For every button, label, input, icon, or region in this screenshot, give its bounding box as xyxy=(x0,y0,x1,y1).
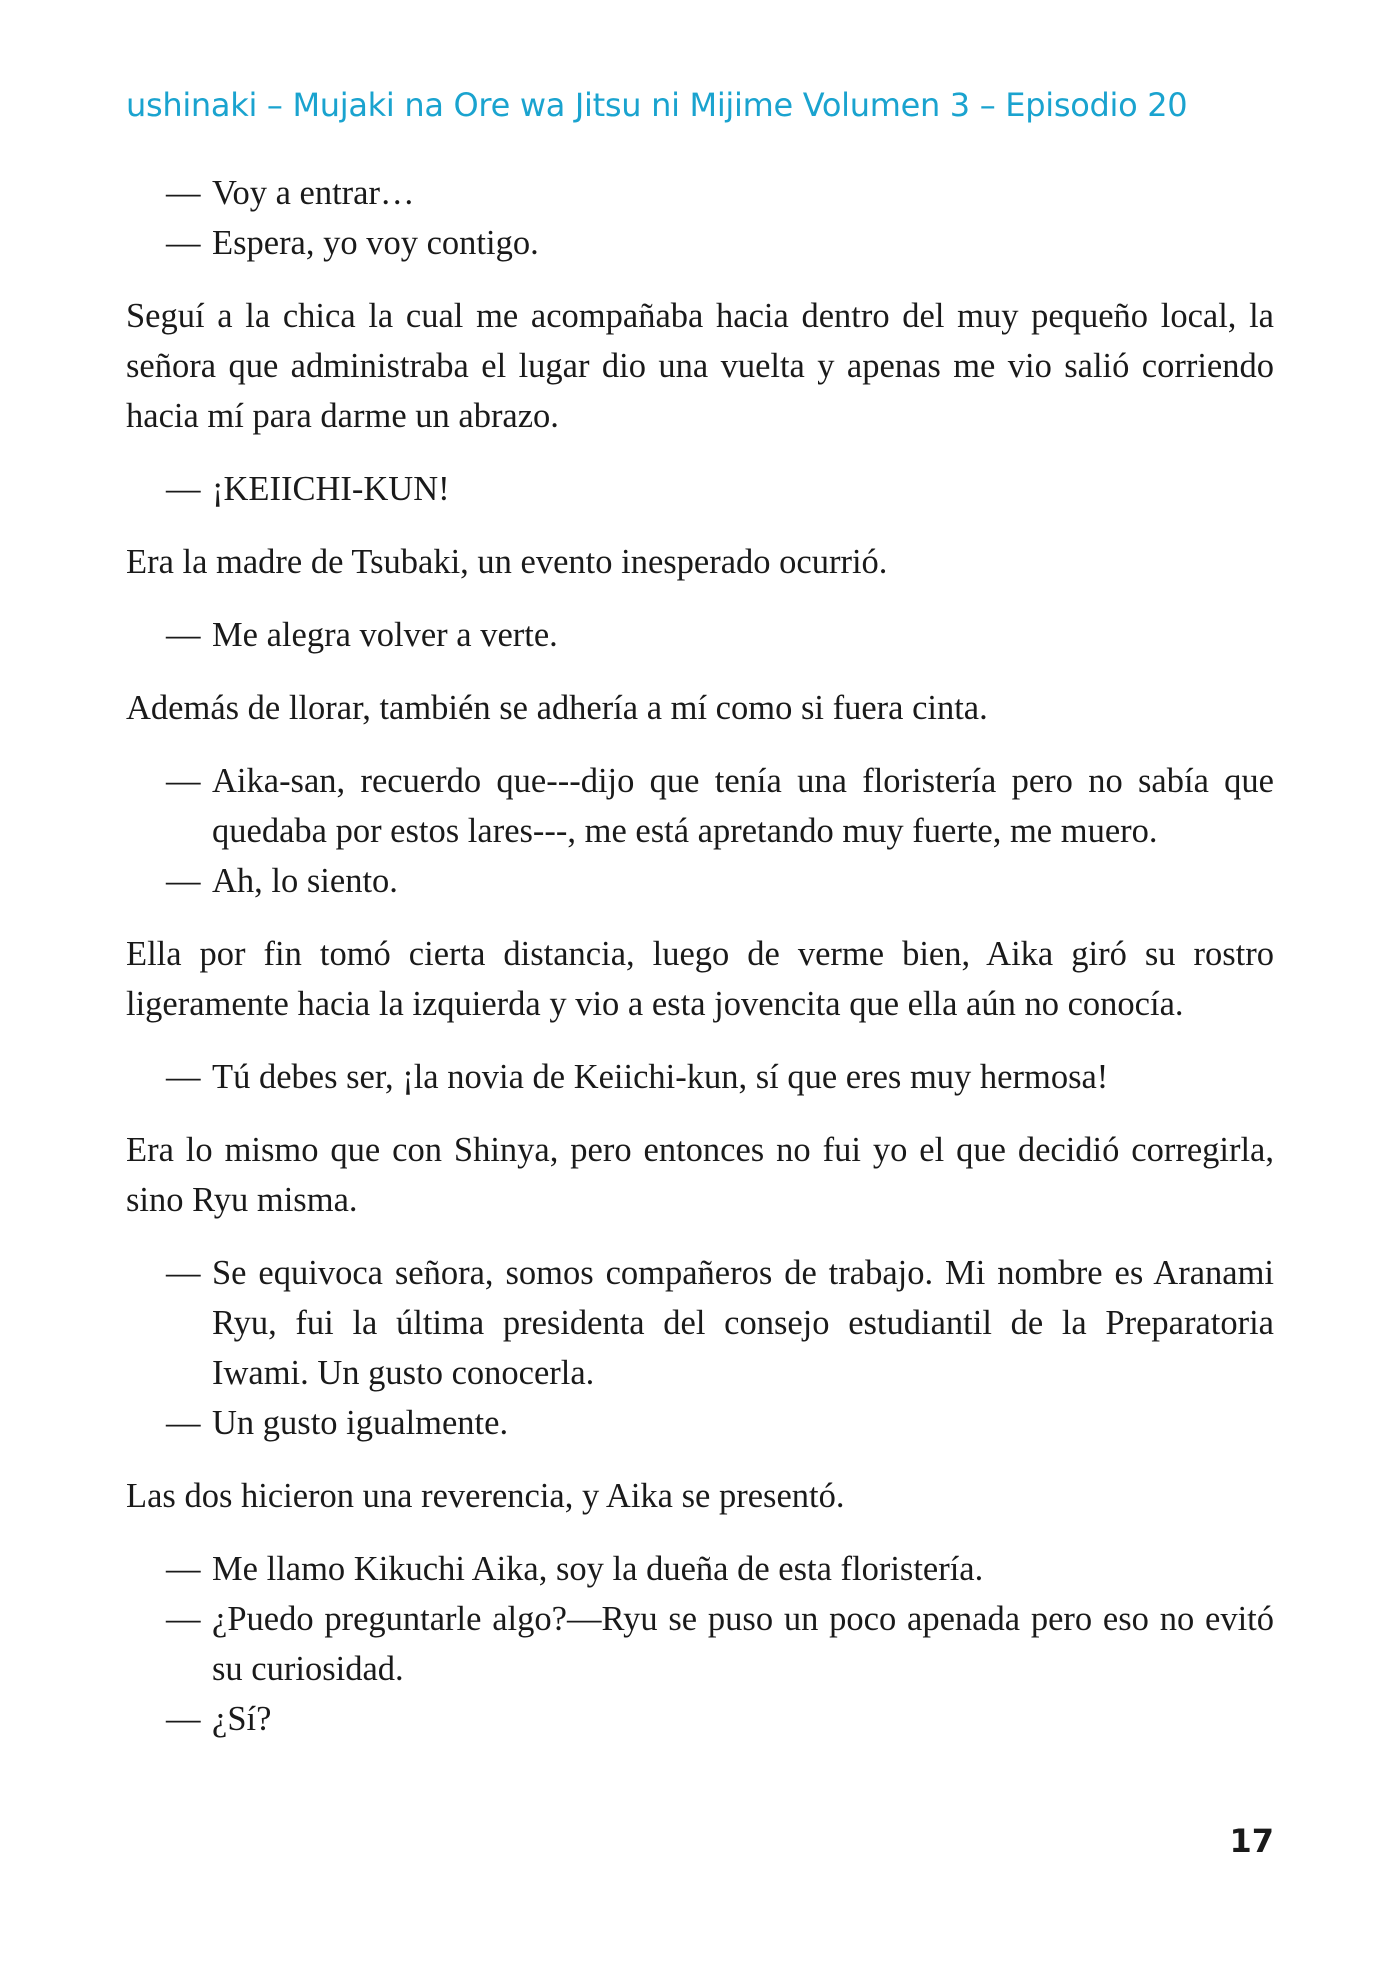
dialogue-group xyxy=(126,1248,1274,1448)
dialogue-line xyxy=(126,1544,1274,1594)
dialogue-line xyxy=(126,464,1274,514)
narration-paragraph: Seguí a la chica la cual me acompañaba hacia dentro del muy pequeño local, la señora que administraba el lugar dio una vuelta y apenas me vio salió corriendo hacia mí para darme un abrazo. xyxy=(126,297,1274,435)
dialogue-text: Se equivoca señora, somos compañeros de trabajo. Mi nombre es Aranami Ryu, fui la última presidenta del consejo estudiantil de la Preparatoria Iwami. Un gusto conocerla. xyxy=(212,1254,1274,1392)
narration-paragraph: Era la madre de Tsubaki, un evento inesperado ocurrió. xyxy=(126,543,888,581)
narration-paragraph: Además de llorar, también se adhería a mí como si fuera cinta. xyxy=(126,689,988,727)
dialogue-dash: — xyxy=(166,1404,201,1442)
running-header: ushinaki – Mujaki na Ore wa Jitsu ni Mijime Volumen 3 – Episodio 20 xyxy=(126,86,1188,124)
dialogue-dash: — xyxy=(166,762,201,800)
dialogue-line xyxy=(126,218,1274,268)
dialogue-line xyxy=(126,756,1274,856)
dialogue-dash: — xyxy=(166,1600,201,1638)
dialogue-dash: — xyxy=(166,224,201,262)
dialogue-text: Me llamo Kikuchi Aika, soy la dueña de esta floristería. xyxy=(212,1550,984,1588)
dialogue-dash: — xyxy=(166,470,201,508)
dialogue-line xyxy=(126,1052,1274,1102)
narration-paragraph: Ella por fin tomó cierta distancia, luego de verme bien, Aika giró su rostro ligeramente hacia la izquierda y vio a esta jovencita que ella aún no conocía. xyxy=(126,935,1274,1023)
dialogue-text: Un gusto igualmente. xyxy=(212,1404,509,1442)
dialogue-line xyxy=(126,1248,1274,1398)
narration-paragraph: Las dos hicieron una reverencia, y Aika se presentó. xyxy=(126,1477,845,1515)
dialogue-dash: — xyxy=(166,174,201,212)
dialogue-text: ¿Puedo preguntarle algo?—Ryu se puso un poco apenada pero eso no evitó su curiosidad. xyxy=(212,1600,1274,1688)
dialogue-text: ¡KEIICHI-KUN! xyxy=(212,470,450,508)
dialogue-text: Aika-san, recuerdo que---dijo que tenía una floristería pero no sabía que quedaba por estos lares---, me está apretando muy fuerte, me muero. xyxy=(212,762,1274,850)
dialogue-group xyxy=(126,1544,1274,1744)
dialogue-dash: — xyxy=(166,1058,201,1096)
dialogue-line xyxy=(126,1594,1274,1694)
dialogue-group xyxy=(126,610,1274,660)
dialogue-dash: — xyxy=(166,862,201,900)
dialogue-dash: — xyxy=(166,1254,201,1292)
dialogue-dash: — xyxy=(166,616,201,654)
dialogue-line xyxy=(126,1694,1274,1744)
dialogue-dash: — xyxy=(166,1700,201,1738)
page-number: 17 xyxy=(1229,1822,1274,1860)
dialogue-group xyxy=(126,168,1274,268)
dialogue-line xyxy=(126,168,1274,218)
page-body xyxy=(126,168,1274,1767)
dialogue-text: Ah, lo siento. xyxy=(212,862,398,900)
dialogue-text: Me alegra volver a verte. xyxy=(212,616,558,654)
dialogue-line xyxy=(126,610,1274,660)
dialogue-group xyxy=(126,464,1274,514)
dialogue-text: Espera, yo voy contigo. xyxy=(212,224,539,262)
dialogue-line xyxy=(126,1398,1274,1448)
dialogue-text: ¿Sí? xyxy=(212,1700,272,1738)
dialogue-text: Voy a entrar… xyxy=(212,174,415,212)
dialogue-group xyxy=(126,756,1274,906)
dialogue-group xyxy=(126,1052,1274,1102)
dialogue-text: Tú debes ser, ¡la novia de Keiichi-kun, sí que eres muy hermosa! xyxy=(212,1058,1109,1096)
dialogue-dash: — xyxy=(166,1550,201,1588)
narration-paragraph: Era lo mismo que con Shinya, pero entonces no fui yo el que decidió corregirla, sino Ryu misma. xyxy=(126,1131,1274,1219)
dialogue-line xyxy=(126,856,1274,906)
